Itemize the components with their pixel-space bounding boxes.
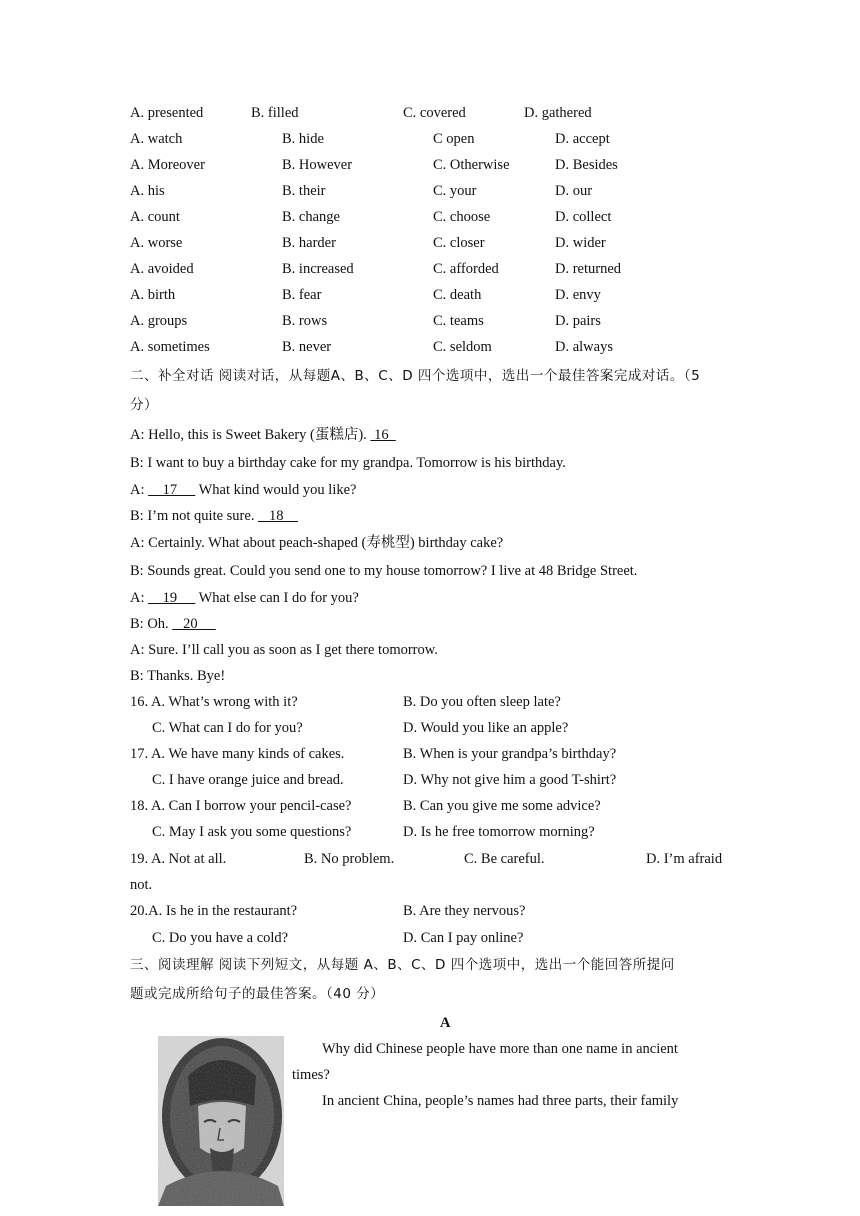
q14-option-b: B. rows	[282, 313, 328, 329]
q18-option-a: 18. A. Can I borrow your pencil-case?	[130, 798, 352, 814]
dialogue-line-1	[130, 426, 396, 444]
section2-heading-line2: 分）	[130, 397, 158, 413]
q11-option-d: D. wider	[555, 235, 606, 251]
q10-option-c: C. choose	[433, 209, 491, 225]
q17-option-c: C. I have orange juice and bread.	[152, 772, 344, 788]
q14-option-c: C. teams	[433, 313, 484, 329]
q15-option-b: B. never	[282, 339, 332, 355]
q7-option-c: C open	[433, 131, 475, 147]
q18-option-c: C. May I ask you some questions?	[152, 824, 352, 840]
dialogue-line-10: B: Thanks. Bye!	[130, 668, 226, 684]
q6-option-b: B. filled	[251, 105, 299, 121]
dialogue-line-1-text: A: Hello, this is Sweet Bakery (蛋糕店).	[130, 427, 371, 443]
q8-option-d: D. Besides	[555, 157, 618, 173]
q18-option-b: B. Can you give me some advice?	[403, 798, 601, 814]
passage-paragraph-1-line-2: times?	[292, 1067, 330, 1083]
q12-option-d: D. returned	[555, 261, 622, 277]
q12-option-b: B. increased	[282, 261, 354, 277]
q16-option-a: 16. A. What’s wrong with it?	[130, 694, 298, 710]
dialogue-line-7-speaker: A:	[130, 590, 149, 606]
q9-option-a: A. his	[130, 183, 165, 199]
q20-option-b: B. Are they nervous?	[403, 903, 526, 919]
q6-option-d: D. gathered	[524, 105, 592, 121]
q10-option-b: B. change	[282, 209, 340, 225]
q15-option-d: D. always	[555, 339, 613, 355]
q13-option-d: D. envy	[555, 287, 601, 303]
q10-option-a: A. count	[130, 209, 180, 225]
q20-option-c: C. Do you have a cold?	[152, 930, 289, 946]
q12-option-a: A. avoided	[130, 261, 194, 277]
blank-20: 20	[172, 616, 216, 632]
q9-option-d: D. our	[555, 183, 593, 199]
q16-option-d: D. Would you like an apple?	[403, 720, 569, 736]
q11-option-b: B. harder	[282, 235, 336, 251]
section3-heading-line2: 题或完成所给句子的最佳答案。（40 分）	[130, 986, 385, 1002]
portrait-image	[158, 1036, 284, 1206]
q19-option-d: D. I’m afraid	[646, 851, 723, 867]
q19-option-d-continued: not.	[130, 877, 153, 893]
q9-option-b: B. their	[282, 183, 326, 199]
dialogue-line-7	[130, 589, 359, 607]
q11-option-c: C. closer	[433, 235, 485, 251]
q16-option-c: C. What can I do for you?	[152, 720, 303, 736]
q17-option-a: 17. A. We have many kinds of cakes.	[130, 746, 345, 762]
dialogue-line-2: B: I want to buy a birthday cake for my grandpa. Tomorrow is his birthday.	[130, 455, 566, 471]
q17-option-b: B. When is your grandpa’s birthday?	[403, 746, 617, 762]
section2-heading-line1: 二、补全对话 阅读对话，从每题A、B、C、D 四个选项中，选出一个最佳答案完成对话。（5	[130, 368, 701, 384]
dialogue-line-4-text: B: I’m not quite sure.	[130, 508, 259, 524]
q9-option-c: C. your	[433, 183, 477, 199]
dialogue-line-7-text: What else can I do for you?	[195, 590, 359, 606]
dialogue-line-3-text: What kind would you like?	[195, 482, 357, 498]
dialogue-line-4	[130, 507, 298, 525]
q7-option-b: B. hide	[282, 131, 324, 147]
q6-option-c: C. covered	[403, 105, 466, 121]
q17-option-d: D. Why not give him a good T-shirt?	[403, 772, 617, 788]
blank-16: 16	[370, 427, 396, 443]
q8-option-b: B. However	[282, 157, 353, 173]
blank-18: 18	[258, 508, 298, 524]
dialogue-line-3-speaker: A:	[130, 482, 149, 498]
q7-option-a: A. watch	[130, 131, 183, 147]
dialogue-line-8-text: B: Oh.	[130, 616, 173, 632]
q16-option-b: B. Do you often sleep late?	[403, 694, 561, 710]
q14-option-d: D. pairs	[555, 313, 601, 329]
passage-paragraph-2-line-1: In ancient China, people’s names had three parts, their family	[322, 1093, 679, 1109]
section3-heading-line1: 三、阅读理解 阅读下列短文，从每题 A、B、C、D 四个选项中，选出一个能回答所提问	[130, 957, 675, 973]
q7-option-d: D. accept	[555, 131, 610, 147]
q19-option-c: C. Be careful.	[464, 851, 545, 867]
blank-19: 19	[148, 590, 196, 606]
dialogue-line-8	[130, 615, 216, 633]
dialogue-line-9: A: Sure. I’ll call you as soon as I get there tomorrow.	[130, 642, 438, 658]
dialogue-line-6: B: Sounds great. Could you send one to my house tomorrow? I live at 48 Bridge Street.	[130, 563, 638, 579]
dialogue-line-3	[130, 481, 356, 499]
q14-option-a: A. groups	[130, 313, 188, 329]
q12-option-c: C. afforded	[433, 261, 499, 277]
q8-option-c: C. Otherwise	[433, 157, 510, 173]
q13-option-b: B. fear	[282, 287, 322, 303]
passage-heading: A	[440, 1015, 451, 1031]
q15-option-c: C. seldom	[433, 339, 492, 355]
q6-option-a: A. presented	[130, 105, 204, 121]
q19-option-a: 19. A. Not at all.	[130, 851, 227, 867]
q13-option-c: C. death	[433, 287, 482, 303]
q20-option-a: 20.A. Is he in the restaurant?	[130, 903, 298, 919]
blank-17: 17	[148, 482, 196, 498]
q13-option-a: A. birth	[130, 287, 176, 303]
q19-option-b: B. No problem.	[304, 851, 395, 867]
q18-option-d: D. Is he free tomorrow morning?	[403, 824, 595, 840]
q15-option-a: A. sometimes	[130, 339, 210, 355]
q8-option-a: A. Moreover	[130, 157, 205, 173]
q20-option-d: D. Can I pay online?	[403, 930, 524, 946]
passage-paragraph-1-line-1: Why did Chinese people have more than one name in ancient	[322, 1041, 678, 1057]
q11-option-a: A. worse	[130, 235, 183, 251]
q10-option-d: D. collect	[555, 209, 612, 225]
dialogue-line-5: A: Certainly. What about peach-shaped (寿桃型) birthday cake?	[130, 535, 504, 551]
